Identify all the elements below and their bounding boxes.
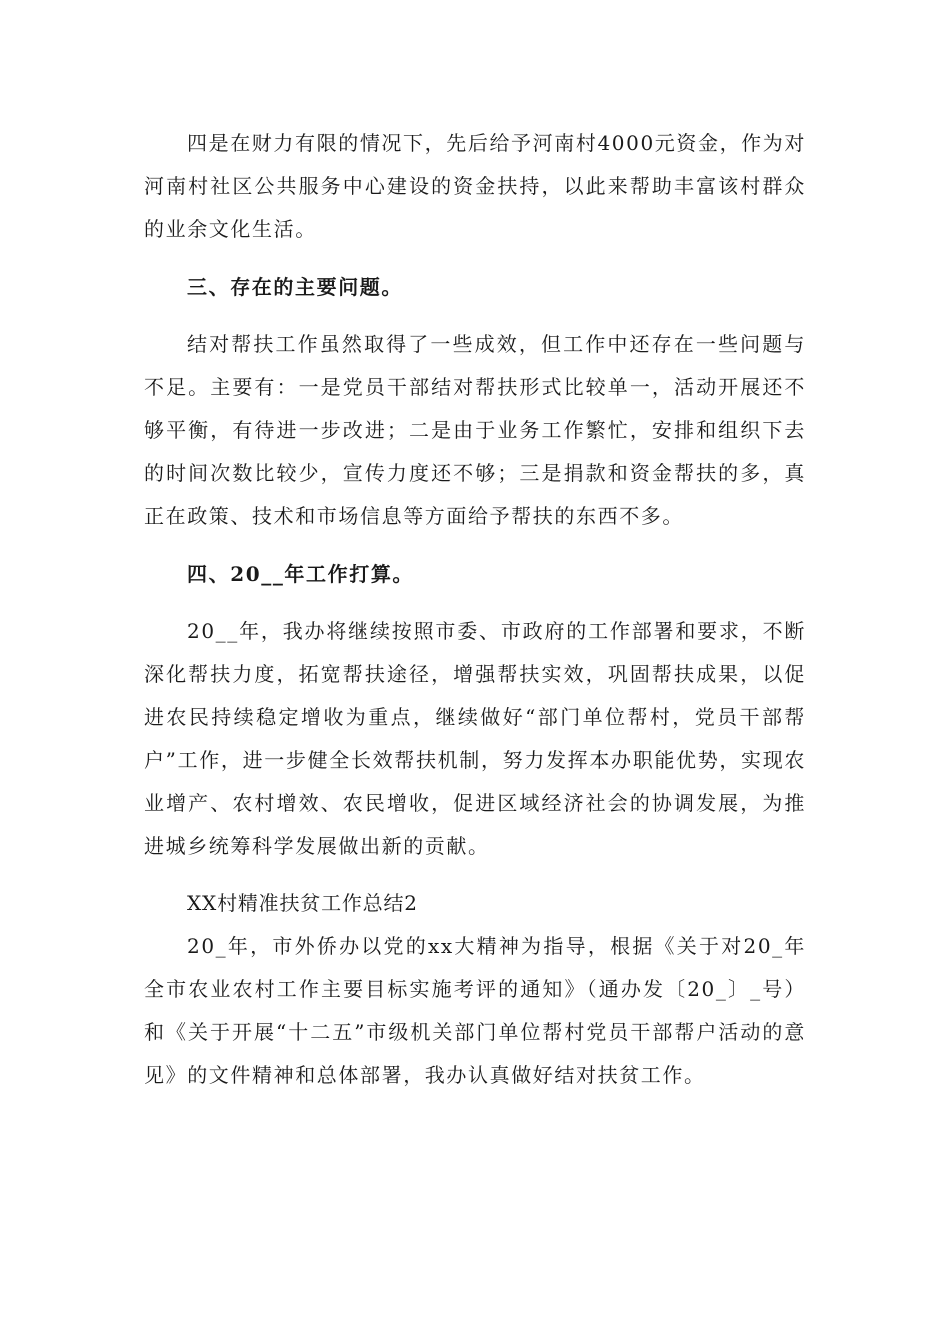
heading-main-problems: 三、存在的主要问题。 [187,275,403,299]
document-page [144,122,806,1097]
paragraph-problems: 结对帮扶工作虽然取得了一些成效，但工作中还存在一些问题与不足。主要有：一是党员干部结对帮扶形式比较单一，活动开展还不够平衡，有待进一步改进；二是由于业务工作繁忙，安排和组织下去的时间次数比较少，宣传力度还不够；三是捐款和资金帮扶的多，真正在政策、技术和市场信息等方面给予帮扶的东西不多。 [144,332,806,528]
paragraph-funds: 四是在财力有限的情况下，先后给予河南村4000元资金，作为对河南村社区公共服务中心建设的资金扶持，以此来帮助丰富该村群众的业余文化生活。 [144,131,806,241]
heading-work-plan: 四、20__年工作打算。 [187,562,415,586]
section-title-summary-2: XX村精准扶贫工作总结2 [187,891,418,915]
paragraph-intro-summary-2: 20_年，市外侨办以党的xx大精神为指导，根据《关于对20_年全市农业农村工作主要目标实施考评的通知》（通办发〔20_〕_号）和《关于开展“十二五”市级机关部门单位帮村党员干部帮户活动的意见》的文件精神和总体部署，我办认真做好结对扶贫工作。 [144,934,806,1087]
paragraph-work-plan: 20__年，我办将继续按照市委、市政府的工作部署和要求，不断深化帮扶力度，拓宽帮扶途径，增强帮扶实效，巩固帮扶成果，以促进农民持续稳定增收为重点，继续做好“部门单位帮村，党员干部帮户”工作，进一步健全长效帮扶机制，努力发挥本办职能优势，实现农业增产、农村增效、农民增收，促进区域经济社会的协调发展，为推进城乡统筹科学发展做出新的贡献。 [144,619,806,858]
